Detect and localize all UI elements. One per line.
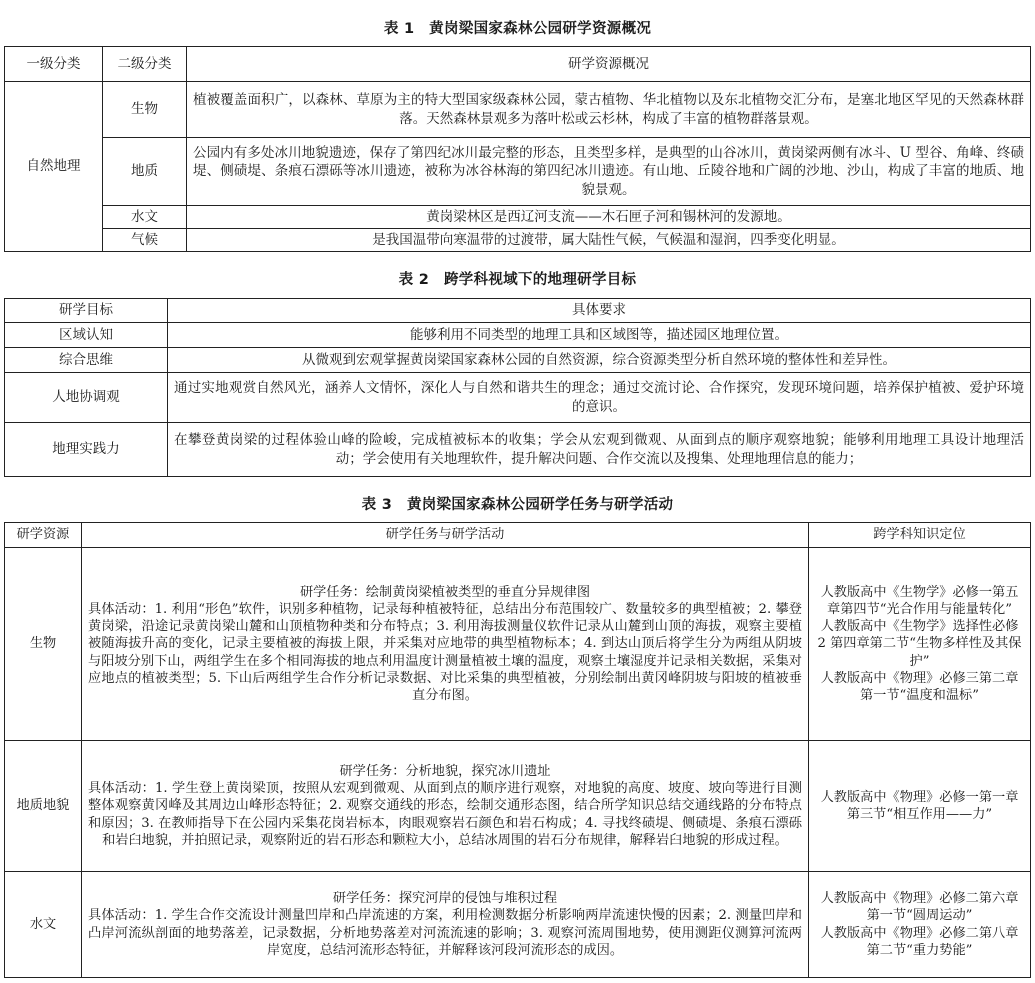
table1	[4, 46, 1031, 252]
table3-task-title: 研学任务：绘制黄岗梁植被类型的垂直分异规律图	[299, 584, 591, 600]
table2-header-requirement: 具体要求	[168, 299, 1031, 323]
table3-header-task: 研学任务与研学活动	[82, 523, 809, 548]
table2-requirement: 在攀登黄岗梁的过程体验山峰的险峻，完成植被标本的收集；学会从宏观到微观、从面到点的顺序观察地貌；能够利用地理工具设计地理活动；学会使用有关地理软件，提升解决问题、合作交流以及搜集、处理地理信息的能力；	[168, 423, 1031, 477]
table2-caption: 表 2 跨学科视域下的地理研学目标	[398, 272, 637, 288]
table3-header-knowledge: 跨学科知识定位	[809, 523, 1031, 548]
table3-caption: 表 3 黄岗梁国家森林公园研学任务与研学活动	[361, 497, 674, 513]
table3-activity: 具体活动：1. 学生合作交流设计测量凹岸和凸岸流速的方案，利用检测数据分析影响两岸流速快慢的因素；2. 测量凹岸和凸岸河流纵剖面的地势落差，记录数据，分析地势落差对河流流速的影响；3. 观察河流周围地势，使用测距仪测算河流两岸宽度，总结河流形态特征，并解释该河段河流形态的成因。	[88, 908, 802, 958]
table3-knowledge-cell	[809, 548, 1031, 741]
table3-knowledge: 人教版高中《生物学》选择性必修 2 第四章第二节“生物多样性及其保护”	[817, 619, 1022, 669]
table2-goal: 综合思维	[5, 348, 168, 373]
table1-description: 是我国温带向寒温带的过渡带，属大陆性气候，气候温和湿润，四季变化明显。	[187, 229, 1031, 252]
table3-knowledge: 人教版高中《物理》必修二第六章第一节“圆周运动”	[820, 891, 1019, 924]
table1-header-level2: 二级分类	[103, 47, 187, 82]
table2-header-goal: 研学目标	[5, 299, 168, 323]
table3-task-cell	[82, 741, 809, 872]
table3-task-cell	[82, 548, 809, 741]
table1-header-overview: 研学资源概况	[187, 47, 1031, 82]
table1-category: 地质	[103, 138, 187, 206]
table3-resource: 生物	[5, 548, 82, 741]
table2-goal: 人地协调观	[5, 373, 168, 423]
table1-description: 公园内有多处冰川地貌遗迹，保存了第四纪冰川最完整的形态，且类型多样，是典型的山谷冰川，黄岗梁两侧有冰斗、U 型谷、角峰、终碛堤、侧碛堤、条痕石漂砾等冰川遗迹，被称为冰谷林海的第四纪冰川遗迹。有山地、丘陵谷地和广阔的沙地、沙山，构成了丰富的地质、地貌景观。	[187, 138, 1031, 206]
table2-requirement: 能够利用不同类型的地理工具和区域图等，描述园区地理位置。	[168, 323, 1031, 348]
table3-knowledge: 人教版高中《生物学》必修一第五章第四节“光合作用与能量转化”	[820, 584, 1019, 618]
table1-description: 黄岗梁林区是西辽河支流——木石匣子河和锡林河的发源地。	[187, 206, 1031, 229]
table3-knowledge: 人教版高中《物理》必修一第一章第三节“相互作用——力”	[820, 789, 1019, 822]
table3-resource: 水文	[5, 872, 82, 978]
table2-requirement: 从微观到宏观掌握黄岗梁国家森林公园的自然资源，综合资源类型分析自然环境的整体性和差异性。	[168, 348, 1031, 373]
table2	[4, 298, 1031, 477]
table3-resource: 地质地貌	[5, 741, 82, 872]
table1-caption: 表 1 黄岗梁国家森林公园研学资源概况	[383, 21, 652, 37]
table3-activity: 具体活动：1. 学生登上黄岗梁顶，按照从宏观到微观、从面到点的顺序进行观察，对地貌的高度、坡度、坡向等进行目测整体观察黄冈峰及其周边山峰形态特征；2. 观察交通线的形态，绘制交通形态图，结合所学知识总结交通线路的分布特点和原因；3. 在教师指导下在公园内采集花岗岩标本，肉眼观察岩石颜色和岩石构成；4. 寻找终碛堤、侧碛堤、条痕石漂砾和岩臼地貌，并拍照记录，观察附近的岩石形态和颗粒大小，总结冰周围的岩石分布规律，解释岩臼地貌的形成过程。	[88, 781, 802, 848]
table2-requirement: 通过实地观赏自然风光，涵养人文情怀，深化人与自然和谐共生的理念；通过交流讨论、合作探究，发现环境问题，培养保护植被、爱护环境的意识。	[168, 373, 1031, 423]
table3-task-title: 研学任务：分析地貌，探究冰川遗址	[339, 764, 551, 780]
table1-header-level1: 一级分类	[5, 47, 103, 82]
table3-knowledge-cell	[809, 741, 1031, 872]
table1-category: 气候	[103, 229, 187, 252]
table3	[4, 522, 1031, 978]
table3-activity: 具体活动：1. 利用“形色”软件，识别多种植物，记录每种植被特征，总结出分布范围较广、数量较多的典型植被；2. 攀登黄岗梁，沿途记录黄岗梁山麓和山顶植物种类和分布特点；3. 利用海拔测量仪软件记录从山麓到山顶的海拔，观察主要植被随海拔升高的变化，记录主要植被的海拔上限，并采集对应地带的典型植物标本；4. 到达山顶后将学生分为两组从阴坡与阳坡分别下山，两组学生在多个相同海拔的地点利用温度计测量植被土壤的温度，观察土壤湿度并记录相关数据，采集对应地点的植被类型；5. 下山后两组学生合作分析记录数据、对比采集的典型植被，分别绘制出黄冈峰阴坡与阳坡的植被垂直分布图。	[88, 602, 802, 703]
table3-header-resource: 研学资源	[5, 523, 82, 548]
table2-goal: 地理实践力	[5, 423, 168, 477]
table1-group-cell: 自然地理	[5, 82, 103, 252]
table3-task-title: 研学任务：探究河岸的侵蚀与堆积过程	[332, 891, 558, 907]
table1-category: 水文	[103, 206, 187, 229]
table1-category: 生物	[103, 82, 187, 138]
table3-knowledge-cell	[809, 872, 1031, 978]
table1-description: 植被覆盖面积广，以森林、草原为主的特大型国家级森林公园，蒙古植物、华北植物以及东北植物交汇分布，是塞北地区罕见的天然森林群落。天然森林景观多为落叶松或云杉林，构成了丰富的植物群落景观。	[187, 82, 1031, 138]
table2-goal: 区域认知	[5, 323, 168, 348]
table3-task-cell	[82, 872, 809, 978]
table3-knowledge: 人教版高中《物理》必修三第二章第一节“温度和温标”	[820, 670, 1019, 703]
table3-knowledge: 人教版高中《物理》必修二第八章第二节“重力势能”	[820, 925, 1019, 958]
